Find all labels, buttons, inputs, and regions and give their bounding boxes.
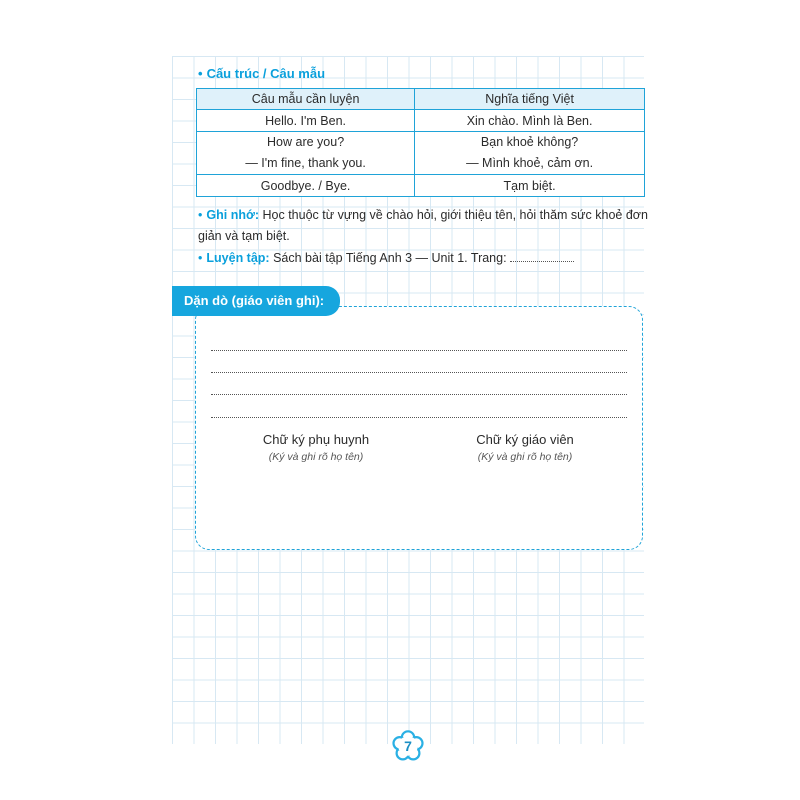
teacher-signature-title: Chữ ký giáo viên (476, 432, 574, 447)
table-cell-line: How are you? (267, 135, 345, 149)
table-cell: Tạm biệt. (415, 175, 645, 197)
table-header-cell: Câu mẫu cần luyện (197, 89, 415, 110)
remember-note (198, 205, 648, 247)
instructions-tab: Dặn dò (giáo viên ghi): (172, 286, 340, 316)
table-cell (415, 132, 645, 175)
teacher-signature[interactable] (425, 432, 625, 463)
section-heading (198, 66, 325, 81)
teacher-signature-sub: (Ký và ghi rõ họ tên) (477, 451, 573, 463)
table-cell (197, 132, 415, 175)
section-heading-text: Cấu trúc / Câu mẫu (206, 66, 326, 81)
parent-signature-sub: (Ký và ghi rõ họ tên) (268, 451, 364, 463)
page-number-badge (391, 729, 425, 763)
bullet-icon: • (198, 208, 203, 222)
table-cell: Xin chào. Mình là Ben. (415, 110, 645, 132)
table-cell-line: — Mình khoẻ, cảm ơn. (466, 156, 594, 170)
table-cell-line: — I'm fine, thank you. (245, 156, 366, 170)
practice-label: Luyện tập: (206, 251, 270, 265)
write-line[interactable] (211, 350, 627, 351)
table-header-row (197, 89, 645, 110)
table-cell: Goodbye. / Bye. (197, 175, 415, 197)
parent-signature[interactable] (216, 432, 416, 463)
table-row (197, 110, 645, 132)
write-line[interactable] (211, 394, 627, 395)
table-header-cell: Nghĩa tiếng Việt (415, 89, 645, 110)
grammar-table (196, 88, 645, 197)
write-line[interactable] (211, 417, 627, 418)
remember-label: Ghi nhớ: (206, 208, 260, 222)
parent-signature-title: Chữ ký phụ huynh (262, 432, 370, 447)
practice-text: Sách bài tập Tiếng Anh 3 — Unit 1. Trang: (273, 251, 507, 265)
table-cell-line: Bạn khoẻ không? (480, 135, 579, 149)
table-cell: Hello. I'm Ben. (197, 110, 415, 132)
page-blank[interactable] (510, 251, 574, 262)
remember-text: Học thuộc từ vựng về chào hỏi, giới thiệu tên, hỏi thăm sức khoẻ đơn giản và tạm biệt. (198, 208, 648, 243)
page-number: 7 (404, 738, 412, 754)
practice-note (198, 248, 574, 269)
bullet-icon: • (198, 66, 203, 81)
bullet-icon: • (198, 251, 203, 265)
table-row (197, 175, 645, 197)
write-line[interactable] (211, 372, 627, 373)
instructions-box (195, 306, 643, 550)
table-row (197, 132, 645, 175)
